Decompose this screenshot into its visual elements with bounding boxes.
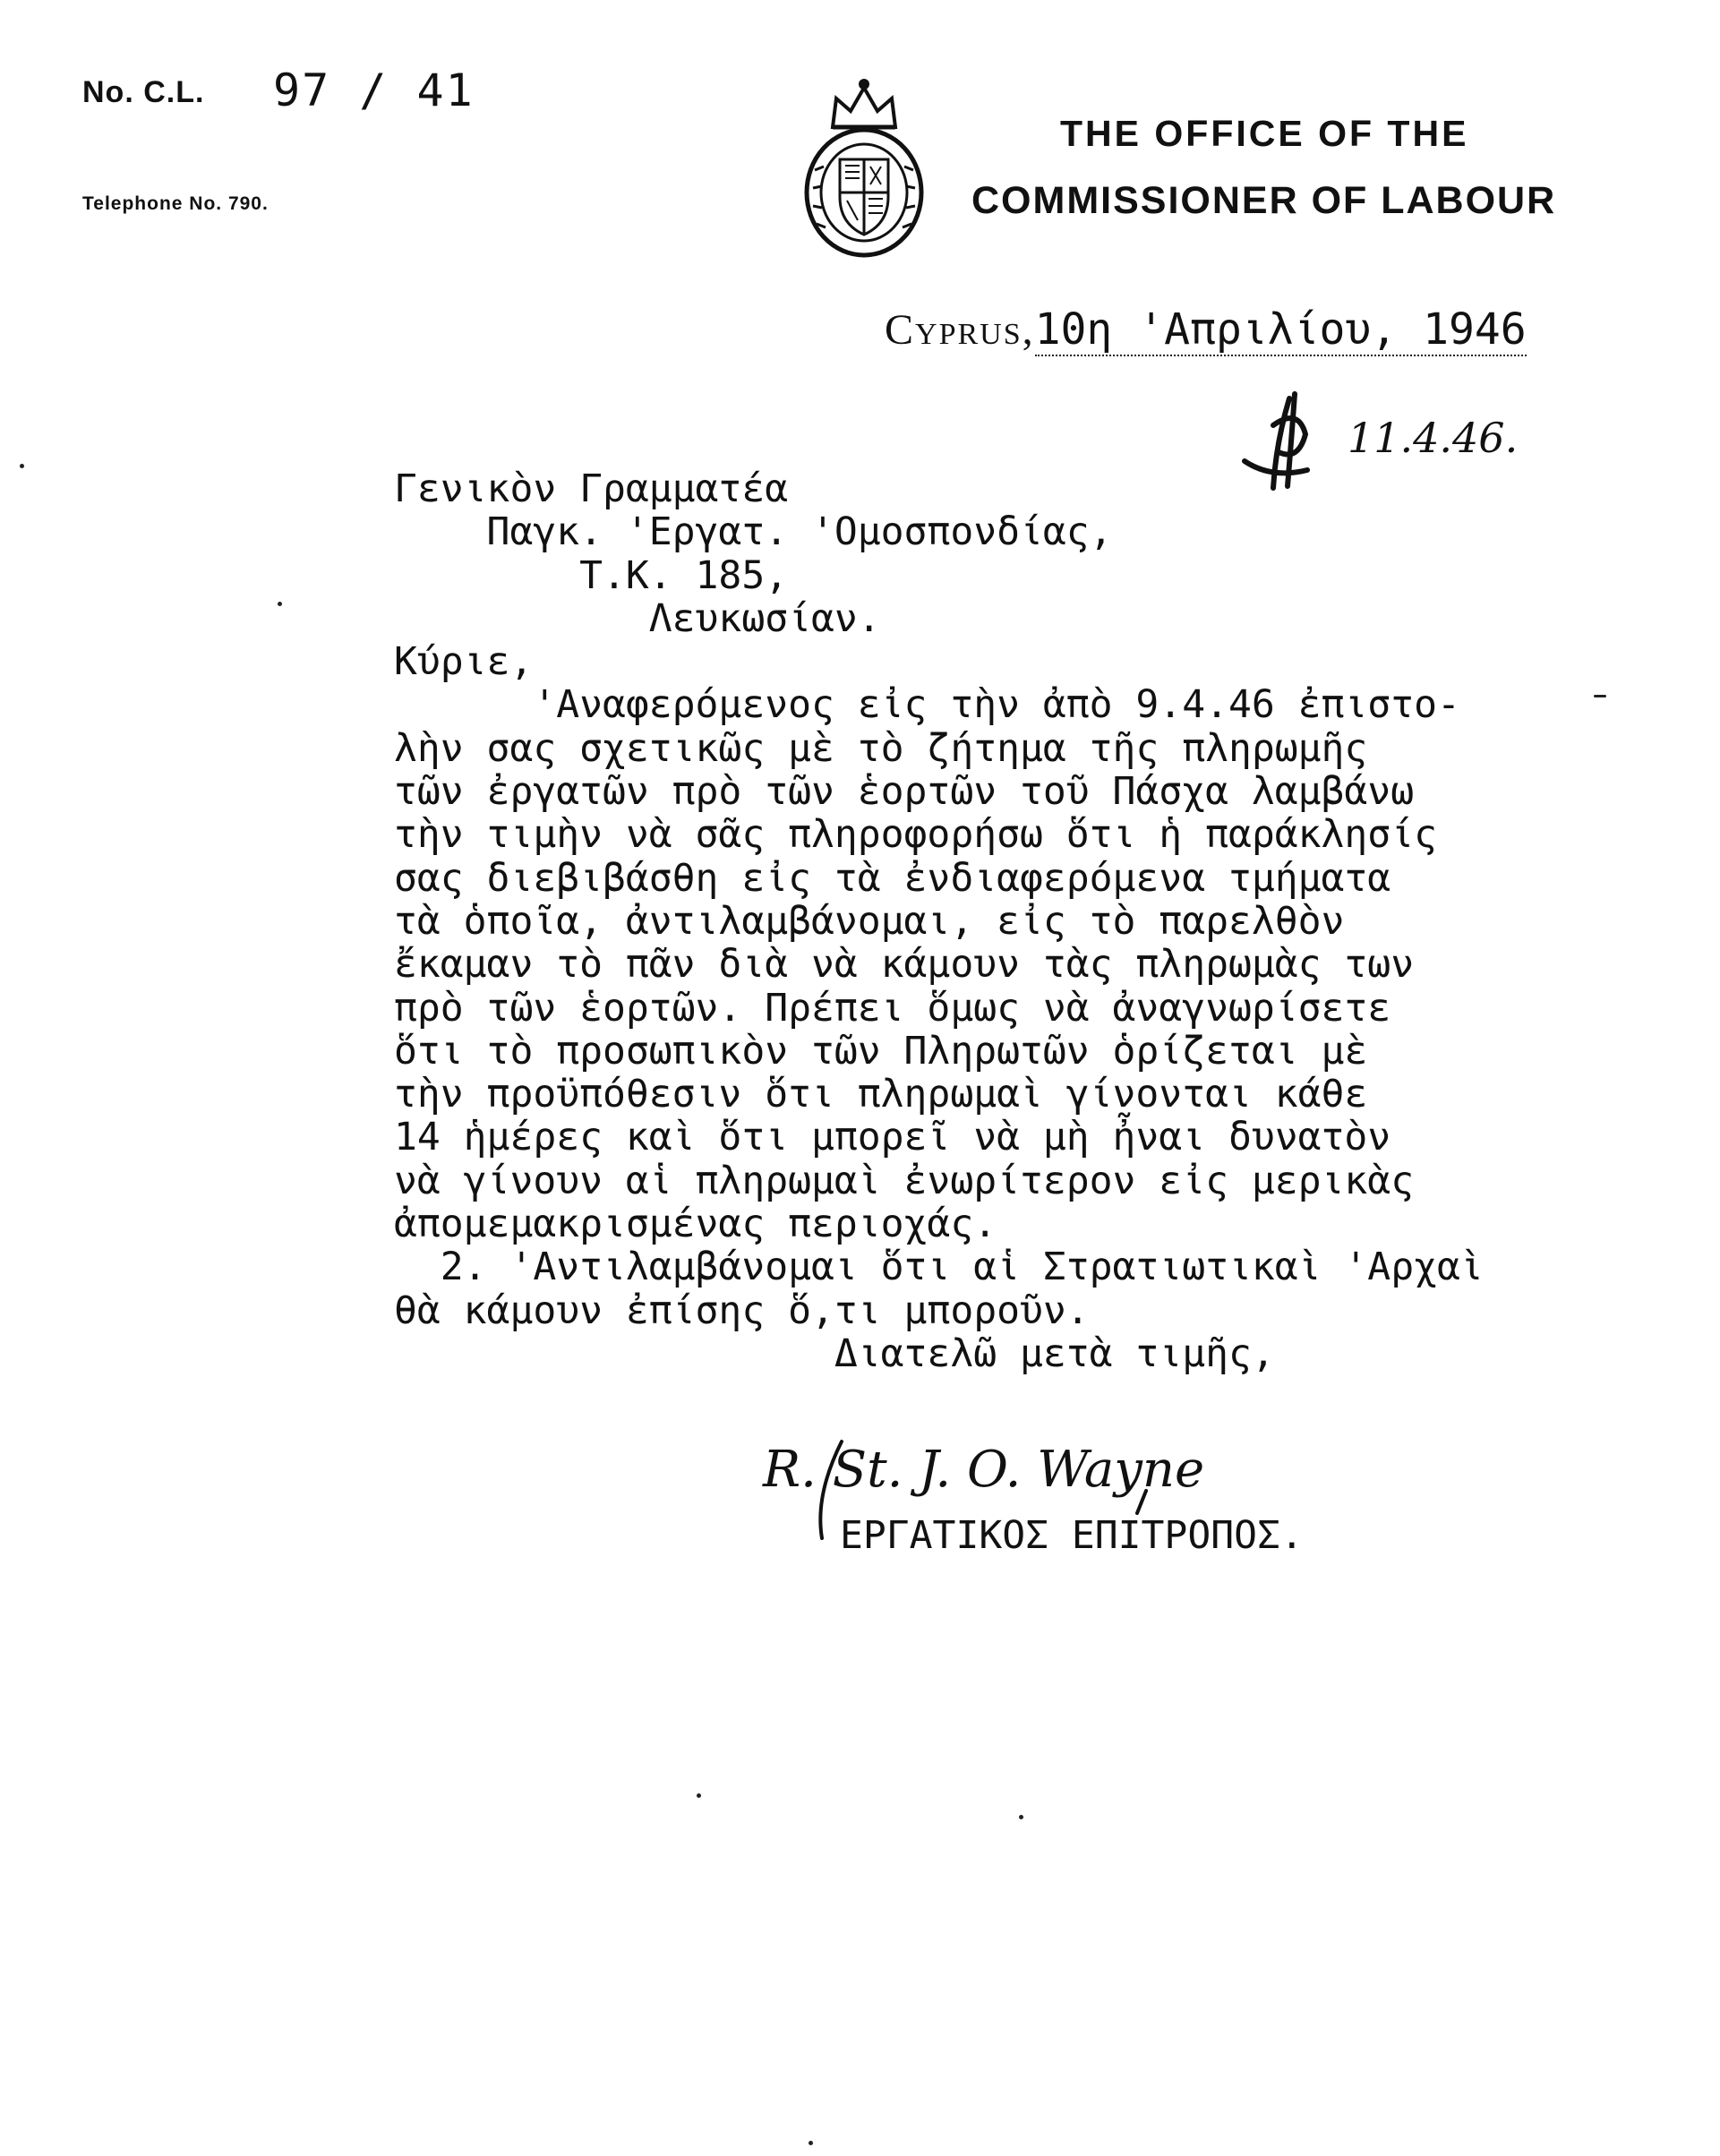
body-line: τὰ ὁποῖα, ἀντιλαμβάνομαι, εἰς τὸ παρελθὸν (394, 898, 1345, 944)
body-line: σας διεβιβάσθη εἰς τὰ ἐνδιαφερόμενα τμήματα (394, 855, 1391, 901)
scan-speck (809, 2141, 813, 2145)
body-line: τῶν ἐργατῶν πρὸ τῶν ἑορτῶν τοῦ Πάσχα λαμβάνω (394, 769, 1415, 815)
scan-speck (1019, 1815, 1023, 1819)
body-line: 14 ἡμέρες καὶ ὅτι μπορεῖ νὰ μὴ ἦναι δυνατὸν (394, 1115, 1391, 1160)
body-line: πρὸ τῶν ἑορτῶν. Πρέπει ὅμως νὰ ἀναγνωρίσετε (394, 985, 1391, 1031)
signatory-title: ΕΡΓΑΤΙΚΟΣ ΕΠΙΤΡΟΠΟΣ. (840, 1513, 1304, 1558)
scan-speck (20, 464, 24, 468)
date-line (885, 304, 1527, 355)
body-line: τὴν προϋπόθεσιν ὅτι πληρωμαὶ γίνονται κάθε (394, 1072, 1368, 1117)
scan-speck (697, 1793, 701, 1798)
telephone-number: Telephone No. 790. (82, 193, 269, 214)
body-line: λὴν σας σχετικῶς μὲ τὸ ζήτημα τῆς πληρωμῆς (394, 725, 1368, 771)
body-line: τὴν τιμὴν νὰ σᾶς πληροφορήσω ὅτι ἡ παράκλησίς (394, 812, 1437, 858)
body-line: θὰ κάμουν ἐπίσης ὅ,τι μποροῦν. (394, 1288, 1090, 1333)
body-line: ἔκαμαν τὸ πᾶν διὰ νὰ κάμουν τὰς πληρωμὰς των (394, 942, 1415, 988)
recipient-line-3: Τ.Κ. 185, (394, 552, 789, 598)
body-line: 'Αναφερόμενος εἰς τὴν ἀπὸ 9.4.46 ἐπιστο- (394, 682, 1460, 728)
office-title-line2: COMMISSIONER OF LABOUR (971, 179, 1557, 222)
salutation: Κύριε, (394, 639, 534, 685)
body-line: 2. 'Αντιλαμβάνομαι ὅτι αἱ Στρατιωτικαὶ 'Αρχαὶ (394, 1245, 1484, 1290)
royal-crest-icon (797, 72, 931, 260)
scan-speck (1594, 695, 1606, 697)
letter-body (394, 467, 1484, 1375)
svg-text:11.4.46.: 11.4.46. (1348, 414, 1519, 462)
body-line: ἀπομεμακρισμένας περιοχάς. (394, 1202, 997, 1247)
date-text: 10η 'Απριλίου, 1946 (1034, 304, 1527, 355)
closing-line: Διατελῶ μετὰ τιμῆς, (394, 1330, 1275, 1376)
date-place: Cyprus, (885, 306, 1035, 354)
recipient-line-2: Παγκ. 'Εργατ. 'Ομοσπονδίας, (394, 509, 1113, 555)
recipient-line-4: Λευκωσίαν. (394, 595, 881, 641)
body-line: ὅτι τὸ προσωπικὸν τῶν Πληρωτῶν ὁρίζεται μὲ (394, 1028, 1368, 1074)
recipient-line-1: Γενικὸν Γραμματέα (394, 466, 789, 511)
office-title-line1: THE OFFICE OF THE (1060, 113, 1469, 154)
reference-prefix: No. C.L. (82, 75, 205, 109)
svg-text:R. St. J. O. Wayne: R. St. J. O. Wayne (763, 1441, 1205, 1499)
scan-speck (278, 602, 282, 606)
body-line: νὰ γίνουν αἱ πληρωμαὶ ἐνωρίτερον εἰς μερικὰς (394, 1158, 1415, 1203)
reference-number: 97 / 41 (273, 64, 475, 116)
